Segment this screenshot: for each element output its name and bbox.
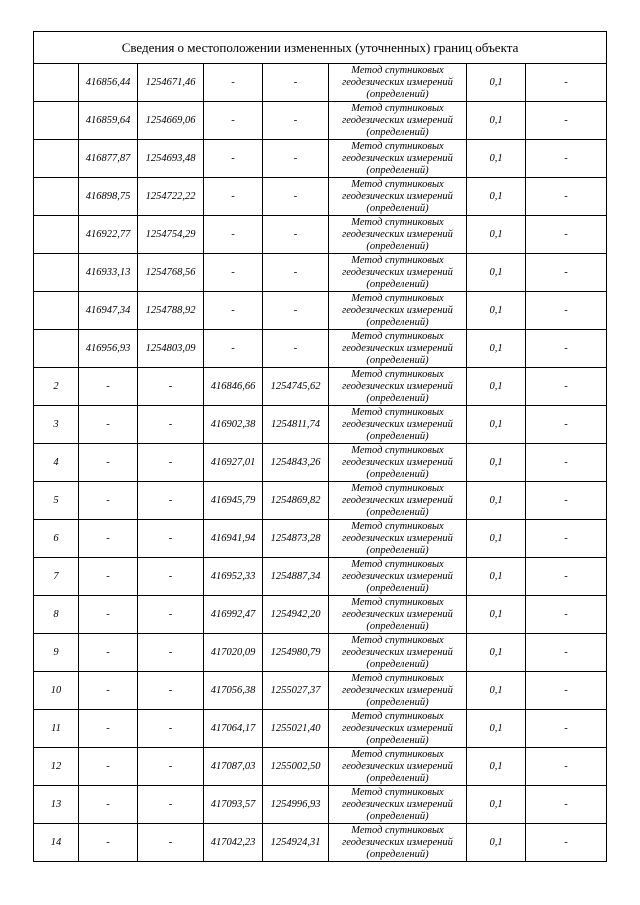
x-new-cell: - [204,216,263,254]
method-line: Метод спутниковых [351,786,444,798]
accuracy-cell: 0,1 [467,482,526,520]
point-number-cell: 8 [34,596,79,634]
note-cell: - [526,596,607,634]
accuracy-cell: 0,1 [467,368,526,406]
method-line: (определений) [366,88,429,100]
accuracy-cell: 0,1 [467,520,526,558]
method-line: геодезических измерений [342,646,453,658]
method-line: (определений) [366,544,429,556]
y-new-cell: 1254996,93 [263,786,329,824]
method-line: геодезических измерений [342,342,453,354]
method-line: геодезических измерений [342,266,453,278]
x-existing-cell: - [79,368,138,406]
table-row [34,140,607,178]
y-new-cell: - [263,102,329,140]
table-row [34,482,607,520]
point-number-cell [34,292,79,330]
method-line: Метод спутниковых [351,406,444,418]
y-new-cell: - [263,64,329,102]
y-existing-cell: - [138,482,204,520]
x-new-cell: - [204,292,263,330]
method-line: геодезических измерений [342,608,453,620]
method-line: (определений) [366,316,429,328]
method-line: (определений) [366,240,429,252]
method-cell [329,406,467,444]
point-number-cell: 7 [34,558,79,596]
x-new-cell: - [204,102,263,140]
accuracy-cell: 0,1 [467,672,526,710]
method-line: Метод спутниковых [351,292,444,304]
method-line: геодезических измерений [342,304,453,316]
method-line: (определений) [366,620,429,632]
method-cell [329,634,467,672]
y-existing-cell: 1254693,48 [138,140,204,178]
method-cell [329,710,467,748]
accuracy-cell: 0,1 [467,140,526,178]
x-existing-cell: 416859,64 [79,102,138,140]
point-number-cell: 5 [34,482,79,520]
x-new-cell: - [204,140,263,178]
accuracy-cell: 0,1 [467,178,526,216]
y-new-cell: 1255002,50 [263,748,329,786]
method-line: Метод спутниковых [351,254,444,266]
method-cell [329,520,467,558]
method-line: (определений) [366,506,429,518]
method-cell [329,482,467,520]
method-line: Метод спутниковых [351,710,444,722]
method-line: геодезических измерений [342,798,453,810]
method-line: Метод спутниковых [351,634,444,646]
x-existing-cell: 416856,44 [79,64,138,102]
method-line: геодезических измерений [342,190,453,202]
note-cell: - [526,140,607,178]
note-cell: - [526,824,607,862]
method-cell [329,444,467,482]
x-existing-cell: - [79,406,138,444]
y-existing-cell: - [138,368,204,406]
y-new-cell: - [263,254,329,292]
point-number-cell [34,216,79,254]
y-new-cell: 1254942,20 [263,596,329,634]
method-line: геодезических измерений [342,418,453,430]
accuracy-cell: 0,1 [467,216,526,254]
x-existing-cell: - [79,634,138,672]
method-line: геодезических измерений [342,76,453,88]
method-line: Метод спутниковых [351,558,444,570]
x-new-cell: 416846,66 [204,368,263,406]
method-line: Метод спутниковых [351,140,444,152]
method-line: Метод спутниковых [351,64,444,76]
y-new-cell: 1254887,34 [263,558,329,596]
y-existing-cell: - [138,520,204,558]
note-cell: - [526,102,607,140]
x-existing-cell: 416898,75 [79,178,138,216]
table-row [34,596,607,634]
x-existing-cell: - [79,520,138,558]
method-line: Метод спутниковых [351,178,444,190]
method-cell [329,254,467,292]
y-new-cell: 1254843,26 [263,444,329,482]
accuracy-cell: 0,1 [467,710,526,748]
point-number-cell: 2 [34,368,79,406]
method-line: Метод спутниковых [351,748,444,760]
table-title-row [34,32,607,64]
y-new-cell: 1255027,37 [263,672,329,710]
y-existing-cell: - [138,596,204,634]
accuracy-cell: 0,1 [467,330,526,368]
method-cell [329,292,467,330]
y-existing-cell: - [138,748,204,786]
method-line: геодезических измерений [342,380,453,392]
boundary-table [33,31,607,862]
point-number-cell [34,102,79,140]
x-new-cell: 417042,23 [204,824,263,862]
method-line: Метод спутниковых [351,216,444,228]
table-row [34,102,607,140]
y-new-cell: - [263,330,329,368]
method-line: геодезических измерений [342,532,453,544]
accuracy-cell: 0,1 [467,102,526,140]
method-line: (определений) [366,658,429,670]
table-row [34,292,607,330]
method-cell [329,64,467,102]
accuracy-cell: 0,1 [467,64,526,102]
table-title: Сведения о местоположении измененных (уточненных) границ объекта [34,32,607,64]
x-new-cell: - [204,254,263,292]
y-new-cell: 1254980,79 [263,634,329,672]
accuracy-cell: 0,1 [467,444,526,482]
y-existing-cell: - [138,634,204,672]
note-cell: - [526,710,607,748]
y-new-cell: - [263,216,329,254]
method-line: геодезических измерений [342,722,453,734]
point-number-cell [34,330,79,368]
method-line: Метод спутниковых [351,102,444,114]
point-number-cell: 4 [34,444,79,482]
table-row [34,634,607,672]
table-row [34,406,607,444]
y-new-cell: 1254745,62 [263,368,329,406]
y-existing-cell: - [138,824,204,862]
accuracy-cell: 0,1 [467,748,526,786]
x-existing-cell: - [79,482,138,520]
table-row [34,330,607,368]
method-cell [329,330,467,368]
accuracy-cell: 0,1 [467,824,526,862]
x-existing-cell: 416947,34 [79,292,138,330]
x-existing-cell: 416956,93 [79,330,138,368]
method-line: геодезических измерений [342,684,453,696]
method-line: (определений) [366,164,429,176]
method-cell [329,102,467,140]
method-cell [329,596,467,634]
note-cell: - [526,520,607,558]
y-new-cell: 1254924,31 [263,824,329,862]
x-new-cell: 416952,33 [204,558,263,596]
note-cell: - [526,786,607,824]
x-new-cell: 416902,38 [204,406,263,444]
note-cell: - [526,178,607,216]
table-row [34,178,607,216]
note-cell: - [526,634,607,672]
method-cell [329,824,467,862]
accuracy-cell: 0,1 [467,254,526,292]
y-new-cell: 1254873,28 [263,520,329,558]
method-line: геодезических измерений [342,228,453,240]
table-row [34,254,607,292]
method-line: Метод спутниковых [351,368,444,380]
table-row [34,444,607,482]
method-line: (определений) [366,126,429,138]
point-number-cell [34,140,79,178]
point-number-cell: 9 [34,634,79,672]
x-existing-cell: - [79,558,138,596]
y-existing-cell: - [138,558,204,596]
x-new-cell: 416945,79 [204,482,263,520]
x-new-cell: 417064,17 [204,710,263,748]
x-existing-cell: - [79,786,138,824]
point-number-cell: 6 [34,520,79,558]
method-line: Метод спутниковых [351,330,444,342]
accuracy-cell: 0,1 [467,292,526,330]
table-row [34,824,607,862]
y-existing-cell: 1254669,06 [138,102,204,140]
y-existing-cell: - [138,406,204,444]
y-new-cell: 1254869,82 [263,482,329,520]
method-line: (определений) [366,468,429,480]
method-line: (определений) [366,810,429,822]
point-number-cell: 10 [34,672,79,710]
x-new-cell: 417056,38 [204,672,263,710]
y-new-cell: - [263,140,329,178]
method-line: Метод спутниковых [351,672,444,684]
note-cell: - [526,64,607,102]
x-existing-cell: - [79,710,138,748]
method-line: Метод спутниковых [351,520,444,532]
point-number-cell [34,178,79,216]
x-existing-cell: 416877,87 [79,140,138,178]
method-line: геодезических измерений [342,570,453,582]
method-cell [329,748,467,786]
y-existing-cell: 1254788,92 [138,292,204,330]
method-line: Метод спутниковых [351,824,444,836]
point-number-cell: 12 [34,748,79,786]
x-new-cell: 416992,47 [204,596,263,634]
table-row [34,216,607,254]
note-cell: - [526,292,607,330]
method-line: геодезических измерений [342,456,453,468]
method-line: (определений) [366,202,429,214]
point-number-cell: 13 [34,786,79,824]
method-cell [329,216,467,254]
method-cell [329,140,467,178]
method-line: (определений) [366,392,429,404]
point-number-cell: 14 [34,824,79,862]
y-existing-cell: - [138,672,204,710]
method-cell [329,558,467,596]
method-cell [329,178,467,216]
x-existing-cell: - [79,824,138,862]
y-existing-cell: - [138,710,204,748]
x-existing-cell: 416922,77 [79,216,138,254]
method-line: Метод спутниковых [351,596,444,608]
x-new-cell: 417087,03 [204,748,263,786]
note-cell: - [526,368,607,406]
note-cell: - [526,216,607,254]
method-line: геодезических измерений [342,836,453,848]
table-row [34,786,607,824]
note-cell: - [526,406,607,444]
note-cell: - [526,558,607,596]
x-existing-cell: 416933,13 [79,254,138,292]
y-existing-cell: 1254722,22 [138,178,204,216]
x-existing-cell: - [79,596,138,634]
table-row [34,64,607,102]
x-new-cell: 416927,01 [204,444,263,482]
method-cell [329,368,467,406]
note-cell: - [526,748,607,786]
table-row [34,558,607,596]
y-new-cell: 1254811,74 [263,406,329,444]
accuracy-cell: 0,1 [467,558,526,596]
method-line: (определений) [366,772,429,784]
x-new-cell: - [204,178,263,216]
table-row [34,710,607,748]
y-existing-cell: 1254671,46 [138,64,204,102]
method-line: геодезических измерений [342,494,453,506]
y-new-cell: - [263,178,329,216]
note-cell: - [526,672,607,710]
point-number-cell [34,64,79,102]
table-row [34,368,607,406]
method-line: (определений) [366,582,429,594]
method-cell [329,786,467,824]
table-row [34,672,607,710]
y-existing-cell: 1254803,09 [138,330,204,368]
note-cell: - [526,482,607,520]
y-new-cell: 1255021,40 [263,710,329,748]
method-line: (определений) [366,848,429,860]
y-existing-cell: - [138,444,204,482]
note-cell: - [526,444,607,482]
x-existing-cell: - [79,672,138,710]
method-line: (определений) [366,696,429,708]
accuracy-cell: 0,1 [467,596,526,634]
method-line: (определений) [366,734,429,746]
method-line: (определений) [366,278,429,290]
x-new-cell: 416941,94 [204,520,263,558]
method-line: Метод спутниковых [351,444,444,456]
accuracy-cell: 0,1 [467,406,526,444]
method-line: геодезических измерений [342,114,453,126]
note-cell: - [526,330,607,368]
note-cell: - [526,254,607,292]
table-row [34,520,607,558]
x-new-cell: - [204,330,263,368]
y-existing-cell: - [138,786,204,824]
method-line: (определений) [366,430,429,442]
method-cell [329,672,467,710]
method-line: Метод спутниковых [351,482,444,494]
accuracy-cell: 0,1 [467,786,526,824]
accuracy-cell: 0,1 [467,634,526,672]
point-number-cell [34,254,79,292]
x-existing-cell: - [79,748,138,786]
y-existing-cell: 1254768,56 [138,254,204,292]
method-line: геодезических измерений [342,152,453,164]
x-new-cell: 417093,57 [204,786,263,824]
y-new-cell: - [263,292,329,330]
method-line: (определений) [366,354,429,366]
y-existing-cell: 1254754,29 [138,216,204,254]
x-existing-cell: - [79,444,138,482]
x-new-cell: - [204,64,263,102]
x-new-cell: 417020,09 [204,634,263,672]
method-line: геодезических измерений [342,760,453,772]
point-number-cell: 11 [34,710,79,748]
table-row [34,748,607,786]
point-number-cell: 3 [34,406,79,444]
